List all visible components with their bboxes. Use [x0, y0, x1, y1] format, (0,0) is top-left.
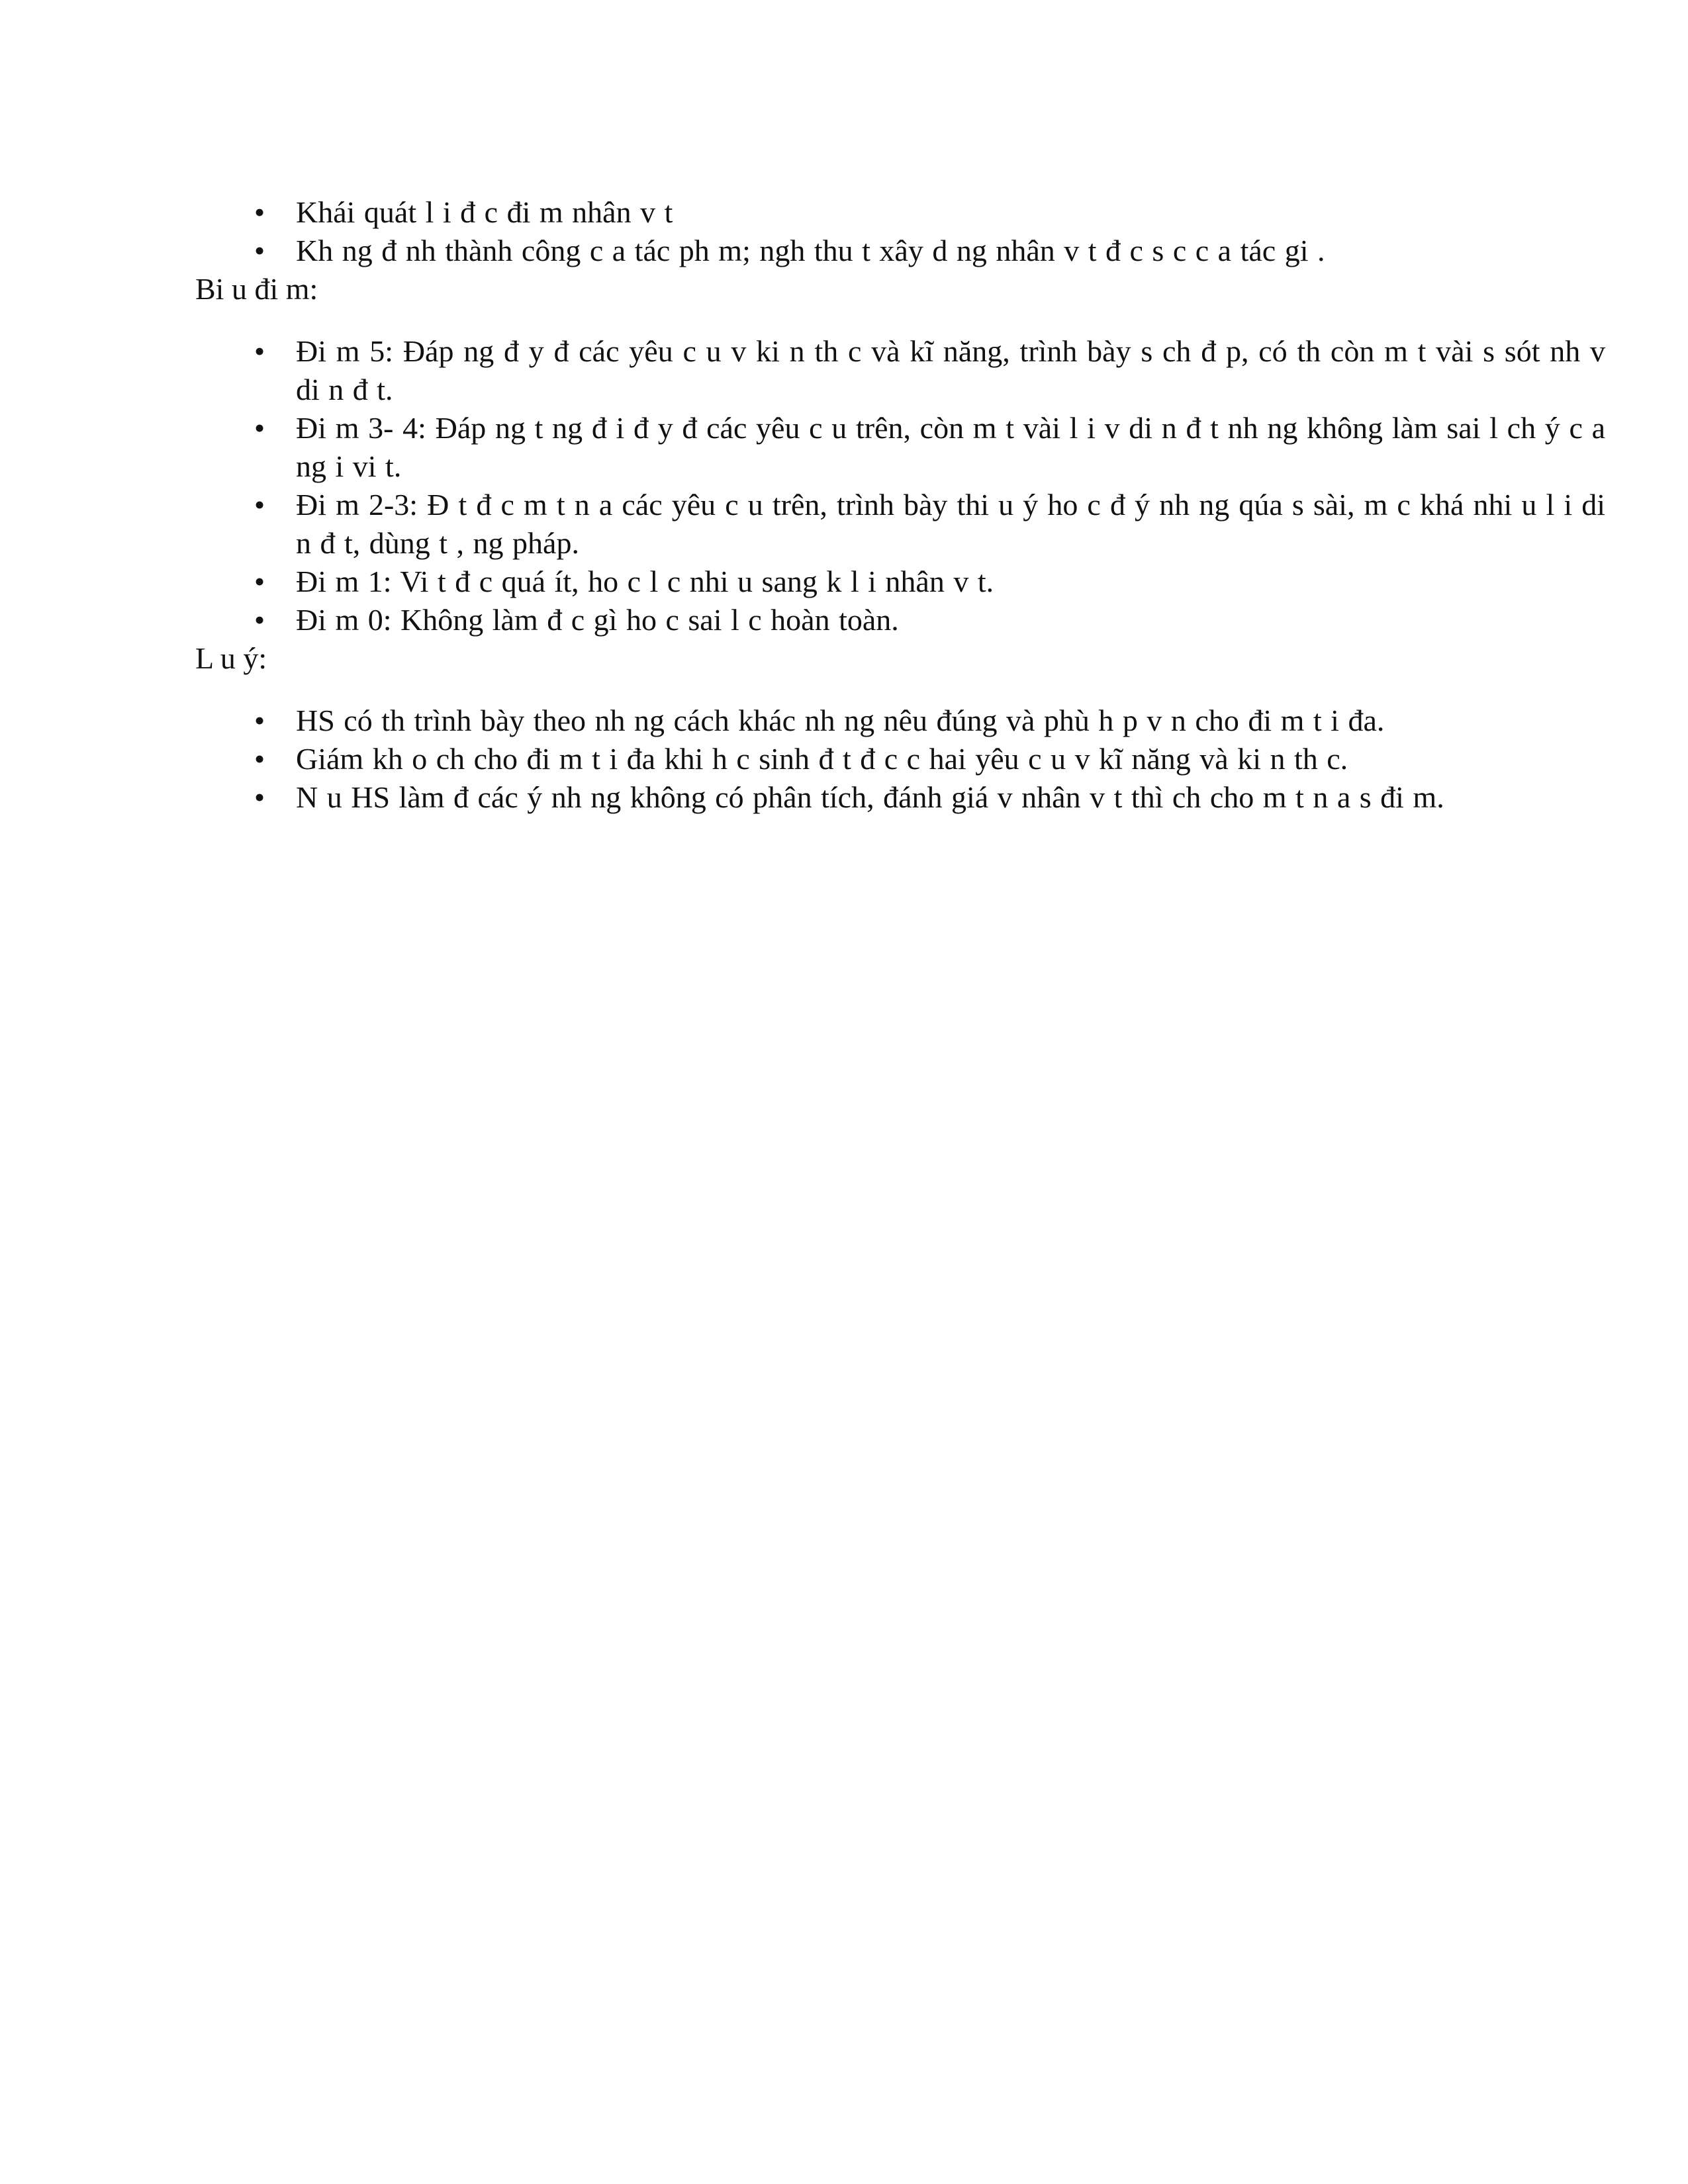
luu-y-bullet-list: [195, 702, 1605, 817]
bullet-icon: •: [254, 603, 265, 637]
list-item-text: Kh ng đ nh thành công c a tác ph m; ngh thu t xây d ng nhân v t đ c s c c a tác gi .: [296, 234, 1325, 267]
list-item: [254, 193, 1605, 232]
list-item-text: Khái quát l i đ c đi m nhân v t: [296, 195, 673, 229]
page-content: [195, 193, 1605, 817]
list-item-text: Đi m 2-3: Đ t đ c m t n a các yêu c u trên, trình bày thi u ý ho c đ ý nh ng qúa s sài, m c khá nhi u l i di n đ t, dùng t , ng pháp.: [296, 488, 1605, 560]
bullet-icon: •: [254, 334, 265, 368]
list-item-text: HS có th trình bày theo nh ng cách khác nh ng nêu đúng và phù h p v n cho đi m t i đa.: [296, 704, 1385, 737]
bullet-icon: •: [254, 565, 265, 598]
bullet-icon: •: [254, 742, 265, 776]
bullet-icon: •: [254, 704, 265, 737]
bieu-diem-heading: Bi u đi m:: [195, 272, 318, 306]
list-item: [254, 232, 1605, 270]
intro-bullet-list: [195, 193, 1605, 270]
list-item-text: Đi m 1: Vi t đ c quá ít, ho c l c nhi u sang k l i nhân v t.: [296, 565, 994, 598]
list-item: [254, 563, 1605, 601]
list-item: [254, 702, 1605, 740]
list-item: [254, 778, 1605, 817]
list-item: [254, 409, 1605, 486]
bullet-icon: •: [254, 780, 265, 814]
list-item-text: Đi m 0: Không làm đ c gì ho c sai l c hoàn toàn.: [296, 603, 899, 637]
list-item-text: Đi m 3- 4: Đáp ng t ng đ i đ y đ các yêu c u trên, còn m t vài l i v di n đ t nh ng không làm sai l ch ý c a ng i vi t.: [296, 411, 1605, 483]
list-item: [254, 740, 1605, 778]
bullet-icon: •: [254, 195, 265, 229]
bullet-icon: •: [254, 234, 265, 267]
list-item-text: Giám kh o ch cho đi m t i đa khi h c sinh đ t đ c c hai yêu c u v kĩ năng và ki n th c.: [296, 742, 1348, 776]
list-item: [254, 332, 1605, 409]
luu-y-heading: L u ý:: [195, 641, 267, 675]
list-item: [254, 601, 1605, 639]
bieu-diem-bullet-list: [195, 332, 1605, 639]
list-item: [254, 486, 1605, 563]
bullet-icon: •: [254, 411, 265, 445]
list-item-text: Đi m 5: Đáp ng đ y đ các yêu c u v ki n th c và kĩ năng, trình bày s ch đ p, có th còn m t vài s sót nh v di n đ t.: [296, 334, 1605, 406]
bullet-icon: •: [254, 488, 265, 522]
list-item-text: N u HS làm đ các ý nh ng không có phân tích, đánh giá v nhân v t thì ch cho m t n a s đi m.: [296, 780, 1444, 814]
